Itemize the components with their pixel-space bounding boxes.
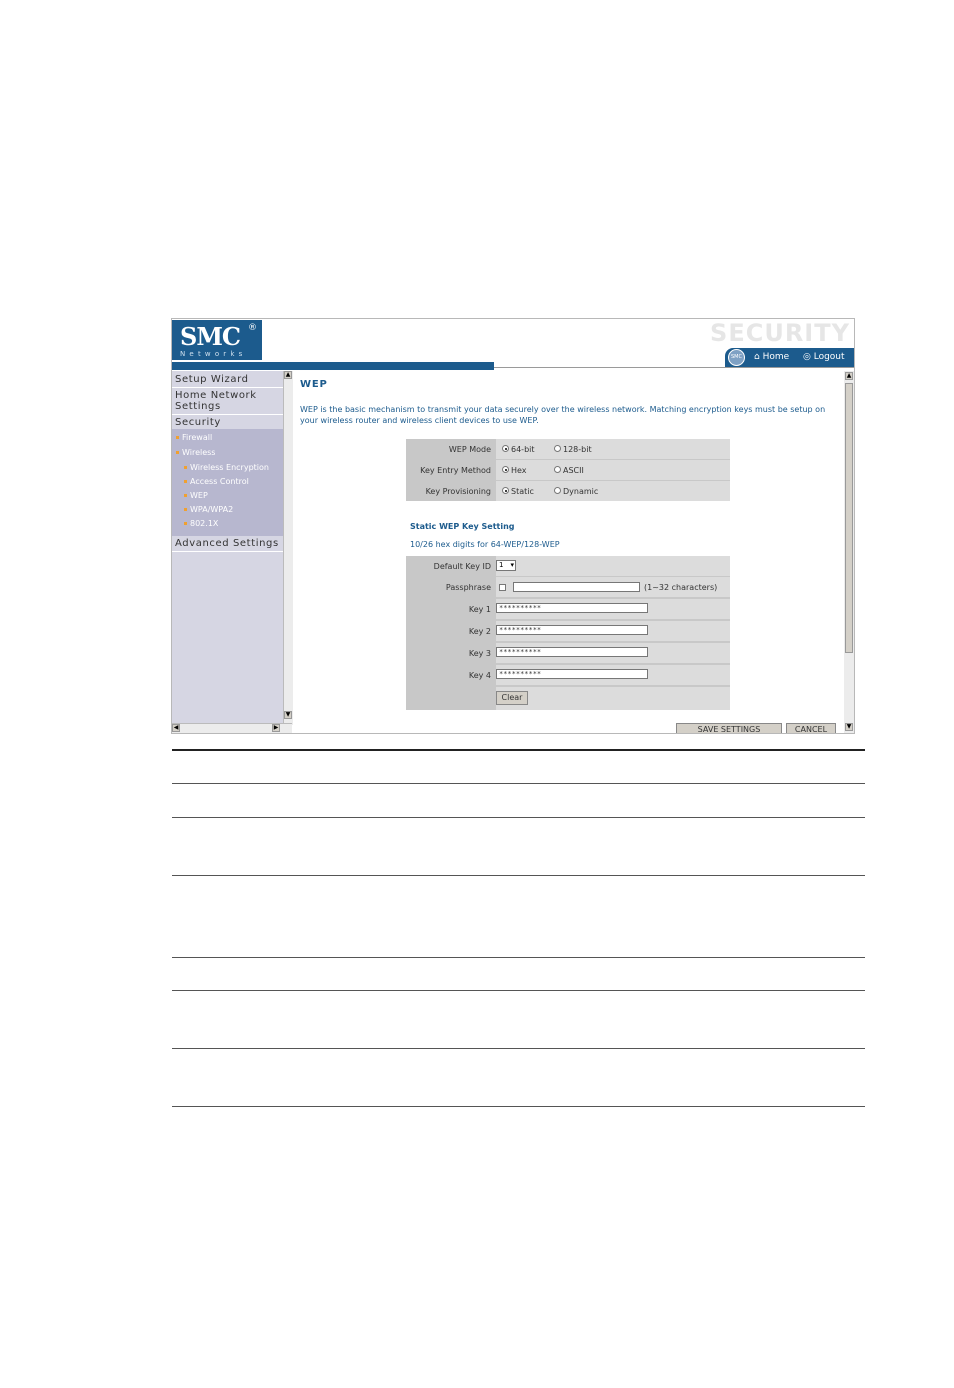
key-prov-static-label: Static xyxy=(511,487,534,496)
table-rule xyxy=(172,1106,865,1107)
sidebar-item-wep[interactable]: WEP xyxy=(184,491,208,500)
key-prov-static-radio[interactable] xyxy=(502,487,509,494)
scroll-right-icon[interactable]: ▶ xyxy=(273,724,279,731)
key-row xyxy=(406,665,730,685)
bullet-icon xyxy=(184,494,187,497)
router-screenshot xyxy=(171,318,855,734)
table-rule xyxy=(172,875,865,876)
bullet-icon xyxy=(176,436,179,439)
key-row xyxy=(406,621,730,641)
key-entry-ascii-radio[interactable] xyxy=(554,466,561,473)
wep-mode-128-label: 128-bit xyxy=(563,445,592,454)
table-rule xyxy=(172,1048,865,1049)
smc-badge-icon: SMC xyxy=(728,349,745,366)
sidebar-scrollbar[interactable] xyxy=(283,371,293,725)
default-key-row xyxy=(406,556,730,576)
sidebar-item-setup-wizard[interactable]: Setup Wizard xyxy=(175,374,249,385)
sidebar-item-wireless[interactable]: Wireless xyxy=(176,448,215,457)
main-scrollbar[interactable] xyxy=(844,371,854,733)
scroll-left-icon[interactable]: ◀ xyxy=(173,724,179,731)
scroll-up-icon[interactable]: ▲ xyxy=(285,371,291,378)
sidebar xyxy=(172,371,283,725)
key-label: Key 1 xyxy=(468,605,491,614)
bullet-icon xyxy=(184,466,187,469)
sidebar-hscrollbar[interactable] xyxy=(172,723,292,733)
scroll-down-icon[interactable]: ▼ xyxy=(285,711,291,718)
key-label: Key 2 xyxy=(468,627,491,636)
static-wep-note: 10/26 hex digits for 64-WEP/128-WEP xyxy=(410,540,560,549)
sidebar-item-8021x[interactable]: 802.1X xyxy=(184,519,218,528)
scroll-thumb[interactable] xyxy=(845,383,853,653)
home-link[interactable]: ⌂ Home xyxy=(754,352,790,362)
save-settings-button[interactable]: SAVE SETTINGS xyxy=(676,723,782,734)
page-description: WEP is the basic mechanism to transmit your data securely over the wireless network. Matching encryption keys must be setup on your wireless router and wireless client devices to use WEP. xyxy=(300,405,826,425)
key-row xyxy=(406,643,730,663)
table-rule xyxy=(172,749,865,751)
default-key-select[interactable]: 1 ▾ xyxy=(496,560,516,571)
key-entry-label: Key Entry Method xyxy=(420,466,491,475)
main-content xyxy=(293,371,844,733)
key-prov-label: Key Provisioning xyxy=(425,487,491,496)
wep-settings-table xyxy=(406,439,730,501)
scroll-up-icon[interactable]: ▲ xyxy=(846,372,852,379)
passphrase-row xyxy=(406,577,730,597)
clear-row xyxy=(406,687,730,710)
wep-mode-row xyxy=(406,439,730,459)
table-rule xyxy=(172,957,865,958)
page-title: WEP xyxy=(300,379,328,390)
sidebar-item-wpa[interactable]: WPA/WPA2 xyxy=(184,505,233,514)
key-entry-row xyxy=(406,460,730,480)
sidebar-item-wireless-encryption[interactable]: Wireless Encryption xyxy=(184,463,269,472)
scroll-down-icon[interactable]: ▼ xyxy=(846,723,852,730)
clear-button[interactable]: Clear xyxy=(496,691,528,705)
key-prov-row xyxy=(406,481,730,501)
logout-link[interactable]: ◎ Logout xyxy=(803,352,845,362)
logo-brand: SMC xyxy=(180,322,240,351)
table-rule xyxy=(172,783,865,784)
key-4-input[interactable]: ********** xyxy=(496,669,648,679)
key-entry-ascii-label: ASCII xyxy=(563,466,584,475)
sidebar-item-advanced[interactable]: Advanced Settings xyxy=(175,538,279,549)
bullet-icon xyxy=(184,522,187,525)
table-rule xyxy=(172,817,865,818)
logo-sub: Networks xyxy=(180,350,247,358)
key-1-input[interactable]: ********** xyxy=(496,603,648,613)
passphrase-checkbox[interactable] xyxy=(499,584,506,591)
bullet-icon xyxy=(176,451,179,454)
key-entry-hex-radio[interactable] xyxy=(502,466,509,473)
sidebar-item-firewall[interactable]: Firewall xyxy=(176,433,212,442)
key-prov-dynamic-radio[interactable] xyxy=(554,487,561,494)
table-rule xyxy=(172,990,865,991)
passphrase-label: Passphrase xyxy=(445,583,491,592)
wep-mode-64-label: 64-bit xyxy=(511,445,535,454)
wep-mode-label: WEP Mode xyxy=(448,445,491,454)
key-entry-hex-label: Hex xyxy=(511,466,527,475)
passphrase-input[interactable] xyxy=(513,582,640,592)
static-wep-title: Static WEP Key Setting xyxy=(410,522,515,531)
sidebar-item-security[interactable]: Security xyxy=(175,417,221,428)
sidebar-item-access-control[interactable]: Access Control xyxy=(184,477,249,486)
key-3-input[interactable]: ********** xyxy=(496,647,648,657)
header xyxy=(172,319,854,371)
wep-mode-128-radio[interactable] xyxy=(554,445,561,452)
nav-tab xyxy=(725,348,854,367)
key-row xyxy=(406,599,730,619)
key-2-input[interactable]: ********** xyxy=(496,625,648,635)
key-label: Key 4 xyxy=(468,671,491,680)
bullet-icon xyxy=(184,508,187,511)
header-line xyxy=(494,367,854,368)
logo-reg: ® xyxy=(248,323,257,333)
cancel-button[interactable]: CANCEL xyxy=(786,723,836,734)
passphrase-hint: (1~32 characters) xyxy=(644,583,718,592)
sidebar-item-home-network[interactable]: Home Network xyxy=(175,390,257,401)
smc-logo xyxy=(172,320,262,360)
header-bar xyxy=(172,362,494,370)
wep-mode-64-radio[interactable] xyxy=(502,445,509,452)
static-key-table xyxy=(406,556,730,710)
bullet-icon xyxy=(184,480,187,483)
default-key-label: Default Key ID xyxy=(433,562,491,571)
section-title: SECURITY xyxy=(710,319,850,347)
sidebar-item-home-network-2[interactable]: Settings xyxy=(175,401,221,412)
key-label: Key 3 xyxy=(468,649,491,658)
key-prov-dynamic-label: Dynamic xyxy=(563,487,599,496)
